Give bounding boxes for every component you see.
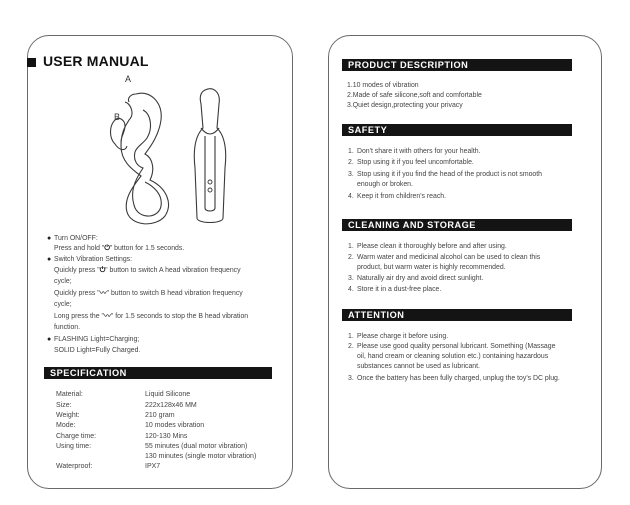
spec-value: 210 gram xyxy=(145,412,175,419)
spec-value: 55 minutes (dual motor vibration) xyxy=(145,443,248,450)
list-line: Once the battery has been fully charged, unplug the toy's DC plug. xyxy=(357,375,560,382)
wave-icon: 〰 xyxy=(99,290,107,297)
page-title: USER MANUAL xyxy=(43,53,149,69)
list-number: 2. xyxy=(348,254,354,261)
list-number: 1. xyxy=(348,243,354,250)
list-line: Please use good quality personal lubricant. Something (Massage xyxy=(357,343,556,350)
list-line: Warm water and medicinal alcohol can be used to clean this xyxy=(357,254,541,261)
description-item: 1.10 modes of vibration xyxy=(347,82,419,89)
switch-line-2-cont: cycle; xyxy=(54,301,72,308)
turn-on-off-heading: ● Turn ON/OFF: xyxy=(54,234,98,244)
list-item xyxy=(348,192,447,202)
list-line: Keep it from children's reach. xyxy=(357,193,447,200)
list-item xyxy=(348,147,481,157)
list-line: Naturally air dry and avoid direct sunlight. xyxy=(357,275,484,282)
attention-heading: ATTENTION xyxy=(342,309,572,321)
list-number: 3. xyxy=(348,171,354,178)
spec-key: Using time: xyxy=(56,443,92,450)
spec-value: 222x128x46 MM xyxy=(145,402,197,409)
spec-value: Liquid Silicone xyxy=(145,391,191,398)
list-line: Please charge it before using. xyxy=(357,333,449,340)
spec-value: 120-130 Mins xyxy=(145,433,188,440)
title-marker xyxy=(27,58,36,67)
list-item xyxy=(348,242,507,252)
list-line: enough or broken. xyxy=(357,181,413,188)
spec-key: Weight: xyxy=(56,412,80,419)
list-number: 4. xyxy=(348,286,354,293)
list-line: Store it in a dust-free place. xyxy=(357,286,442,293)
flashing-line-1: ● FLASHING Light=Charging; xyxy=(54,335,139,345)
flashing-line-2: SOLID Light=Fully Charged. xyxy=(54,347,141,354)
switch-line-1: Quickly press "⏻" button to switch A head vibration frequency xyxy=(54,267,241,274)
description-item: 3.Quiet design,protecting your privacy xyxy=(347,102,463,109)
spec-key: Waterproof: xyxy=(56,463,93,470)
list-item xyxy=(348,158,474,168)
list-item xyxy=(348,285,442,295)
front-button-bottom xyxy=(208,188,212,192)
list-number: 1. xyxy=(348,333,354,340)
list-item xyxy=(348,374,560,384)
list-item xyxy=(348,274,484,284)
switch-line-3-cont: function. xyxy=(54,324,81,331)
list-number: 1. xyxy=(348,148,354,155)
list-line: Don't share it with others for your health. xyxy=(357,148,481,155)
spec-value: IPX7 xyxy=(145,463,161,470)
switch-line-2: Quickly press "〰" button to switch B head vibration frequency xyxy=(54,290,243,297)
list-number: 2. xyxy=(348,159,354,166)
switch-line-1-cont: cycle; xyxy=(54,278,72,285)
power-icon: ⏻ xyxy=(104,245,110,252)
bullet-icon: ● xyxy=(47,336,52,343)
list-line: product, but warm water is highly recommended. xyxy=(357,264,506,271)
list-line: Please clean it thoroughly before and after using. xyxy=(357,243,507,250)
spec-key: Charge time: xyxy=(56,433,97,440)
list-item xyxy=(348,342,556,372)
spec-key: Mode: xyxy=(56,422,76,429)
turn-on-off-text: Press and hold "⏻" button for 1.5 seconds. xyxy=(54,245,185,252)
power-icon: ⏻ xyxy=(99,267,106,274)
cleaning-heading: CLEANING AND STORAGE xyxy=(342,219,572,231)
list-number: 2. xyxy=(348,343,354,350)
safety-heading: SAFETY xyxy=(342,124,572,136)
list-item xyxy=(348,332,449,342)
list-item xyxy=(348,253,541,273)
list-number: 4. xyxy=(348,193,354,200)
spec-key: Material: xyxy=(56,391,83,398)
spec-value: 10 modes vibration xyxy=(145,422,205,429)
list-line: substances cannot be used as lubricant. xyxy=(357,363,480,370)
list-number: 3. xyxy=(348,375,354,382)
bullet-icon: ● xyxy=(47,256,52,263)
figure-label-b: B xyxy=(114,112,121,122)
list-line: Stop using it if you find the head of the product is not smooth xyxy=(357,171,543,178)
switch-heading: ● Switch Vibration Settings: xyxy=(54,255,132,265)
spec-key: Size: xyxy=(56,402,72,409)
front-button-top xyxy=(208,180,212,184)
list-item xyxy=(348,170,543,190)
spec-value: 130 minutes (single motor vibration) xyxy=(145,453,257,460)
list-line: oil, hand cream or cleaning solution etc.) containing hazardous xyxy=(357,353,549,360)
list-number: 3. xyxy=(348,275,354,282)
bullet-icon: ● xyxy=(47,235,52,242)
description-item: 2.Made of safe silicone,soft and comfortable xyxy=(347,92,482,99)
product-illustration xyxy=(95,80,270,230)
figure-label-a: A xyxy=(125,74,132,84)
specification-heading: SPECIFICATION xyxy=(44,367,272,379)
wave-icon: 〰 xyxy=(103,313,111,320)
product-description-heading: PRODUCT DESCRIPTION xyxy=(342,59,572,71)
product-front-view xyxy=(194,89,225,223)
list-line: Stop using it if you feel uncomfortable. xyxy=(357,159,474,166)
switch-line-3: Long press the "〰" for 1.5 seconds to stop the B head vibration xyxy=(54,313,249,320)
